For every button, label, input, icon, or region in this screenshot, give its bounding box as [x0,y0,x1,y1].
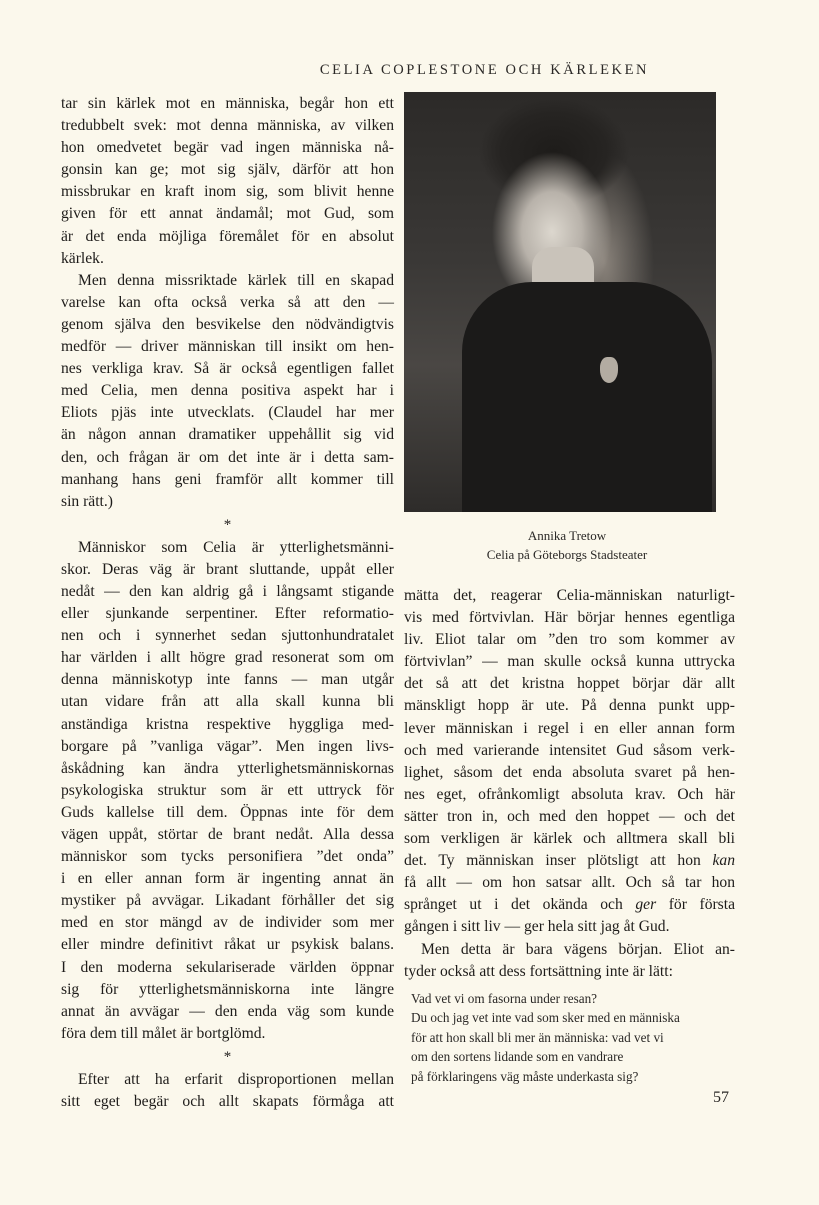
text-line: liv. Eliot talar om ”den tro som kommer av [404,631,735,649]
text-line: tredubbelt svek: mot denna människa, av vilken [61,117,394,135]
text-line: Men detta är bara vägens början. Eliot an- [421,940,735,958]
text-line: medför — driver människan till insikt om hen- [61,338,394,356]
text-line: mänskligt hopp är ute. På denna punkt upp- [404,697,735,715]
section-separator: * [223,516,232,533]
paragraph-3 [61,537,394,1045]
text-line: Guds kallelse till dem. Öppnas inte för dem [61,803,394,821]
page-number: 57 [713,1089,729,1106]
paragraph-6 [404,939,735,983]
text-line: hon omedvetet begär vad ingen människa nå- [61,139,394,157]
paragraph-1 [61,93,394,270]
text-line: med en stor mängd av de individer som mer [61,914,394,932]
left-column [61,93,394,1113]
text-line: borgare på ”vanliga vägar”. Men ingen livs- [61,737,394,755]
text-line: som verkligen är kärlek och alltmera skall bli [404,830,735,848]
text-line: denna människotyp inte fanns — man utgår [61,671,394,689]
poem-quote [411,989,751,1086]
caption-name: Annika Tretow [527,528,607,543]
poem-line: Du och jag vet inte vad som sker med en människa [411,1010,680,1026]
text-line: få allt — om hon satsar allt. Och så tar hon [404,874,735,892]
text-line: nedåt — den kan aldrig gå i långsamt stigande [61,582,394,600]
text-line: med Celia, men denna positiva aspekt har i [61,382,394,400]
text-line: språnget ut i det okända och ger för första [404,896,735,914]
text-line: Människor som Celia är ytterlighetsmänni- [78,538,394,556]
text-line: annat än avvägar — den enda väg som kunde [61,1002,394,1020]
text-line: given för ett annat ändamål; mot Gud, som [61,205,394,223]
text-line: utan vidare från att alla skall kunna bli [61,693,394,711]
paragraph-2 [61,270,394,513]
text-line: har världen i allt högre grad resonerat som om [61,649,394,667]
text-line: tyder också att dess fortsättning inte är lätt: [404,962,673,980]
text-line: lever människan i regel i en eller annan form [404,719,735,737]
text-line: psykologiska struktur som är ett uttryck för [61,781,394,799]
text-line: genom själva den besvikelse den nödvändigtvis [61,315,394,333]
text-line: föra dem till målet är bortglömd. [61,1024,266,1042]
text-line: sitt eget begär och allt skapats förmåga att [61,1093,394,1111]
right-column [404,585,735,983]
text-line: mystiker på avvägar. Likadant förhåller det sig [61,892,394,910]
text-line: förtvivlan” — man skulle också kunna uttrycka [404,653,735,671]
poem-line: om den sortens lidande som en vandrare [411,1049,624,1065]
text-line: än någon annan dramatiker uppehållit sig vid [61,426,394,444]
text-line: och med varierande intensitet Gud såsom verk- [404,741,735,759]
text-line: manhang hans geni framför allt kommer till [61,470,394,488]
text-line: sätter tron in, och med den hoppet — och det [404,807,735,825]
poem-line: för att hon skall bli mer än människa: vad vet vi [411,1029,664,1045]
text-line: nes eget, ofrånkomligt absoluta krav. Och här [404,785,735,803]
poem-line: Vad vet vi om fasorna under resan? [411,991,598,1006]
text-line: människor som tycks personifiera ”det onda” [61,848,394,866]
text-line: eller mindre definitivt råkat ur psykisk balans. [61,936,394,954]
paragraph-5 [404,585,735,939]
badge-icon [600,357,618,383]
text-line: är det enda möjliga föremålet för en absolut [61,227,394,245]
text-line: Efter att ha erfarit disproportionen mellan [78,1070,394,1088]
emphasis: ger [635,896,657,914]
portrait-photo [404,92,716,512]
text-line: det så att det kristna hoppet börjar där allt [404,675,735,693]
running-head: CELIA COPLESTONE OCH KÄRLEKEN [319,62,650,78]
text-line: den, och frågan är om det inte är i detta sam- [61,448,394,466]
text-line: I den moderna sekulariserade världen öppnar [61,958,394,976]
text-line: gången i sitt liv — ger hela sitt jag åt Gud. [404,918,670,936]
text-line: nes verkliga krav. Så är också egentligen fallet [61,360,394,378]
caption-role: Celia på Göteborgs Stadsteater [486,547,648,562]
paragraph-4 [61,1069,394,1113]
photo-jacket-shape [462,282,712,512]
text-line: i en eller annan form är ingenting annat än [61,870,394,888]
text-line: eller sjunkande serpentiner. Efter reformatio- [61,605,394,623]
text-line: skor. Deras väg är brant sluttande, uppåt eller [61,560,394,578]
text-line: mätta det, reagerar Celia-människan naturligt- [404,587,735,604]
text-line: sig för ytterlighetsmänniskorna inte längre [61,980,394,998]
text-line: kärlek. [61,249,104,267]
text-line: missbrukar en kraft inom sig, som blivit henne [61,183,394,201]
text-line: vägen uppåt, störtar de brant nedåt. Alla dessa [61,826,394,843]
text-line: sin rätt.) [61,492,113,510]
text-line: det. Ty människan inser plötsligt att hon kan [404,852,735,870]
text-line: nen och i synnerhet sedan sjuttonhundratalet [61,627,394,645]
text-line: lighet, såsom det enda absoluta svaret på hen- [404,763,735,781]
emphasis: kan [712,852,735,870]
text-line: gonsin kan ge; mot sig själv, därför att hon [61,161,394,179]
poem-line: på förklaringens väg måste underkasta sig? [411,1068,639,1084]
text-line: anständiga kristna respektive hyggliga med- [61,715,394,733]
text-line: varelse kan ofta också verka så att den — [61,293,394,311]
section-separator: * [223,1048,232,1065]
text-line: tar sin kärlek mot en människa, begår hon ett [61,95,394,112]
text-line: vis med förtvivlan. Här börjar hennes egentliga [404,609,735,627]
photo-caption [404,526,730,564]
text-line: Men denna missriktade kärlek till en skapad [78,271,394,289]
text-line: åskådning kan ändra ytterlighetsmänniskornas [61,759,394,777]
text-line: Eliots pjäs inte utvecklats. (Claudel har mer [61,404,394,422]
